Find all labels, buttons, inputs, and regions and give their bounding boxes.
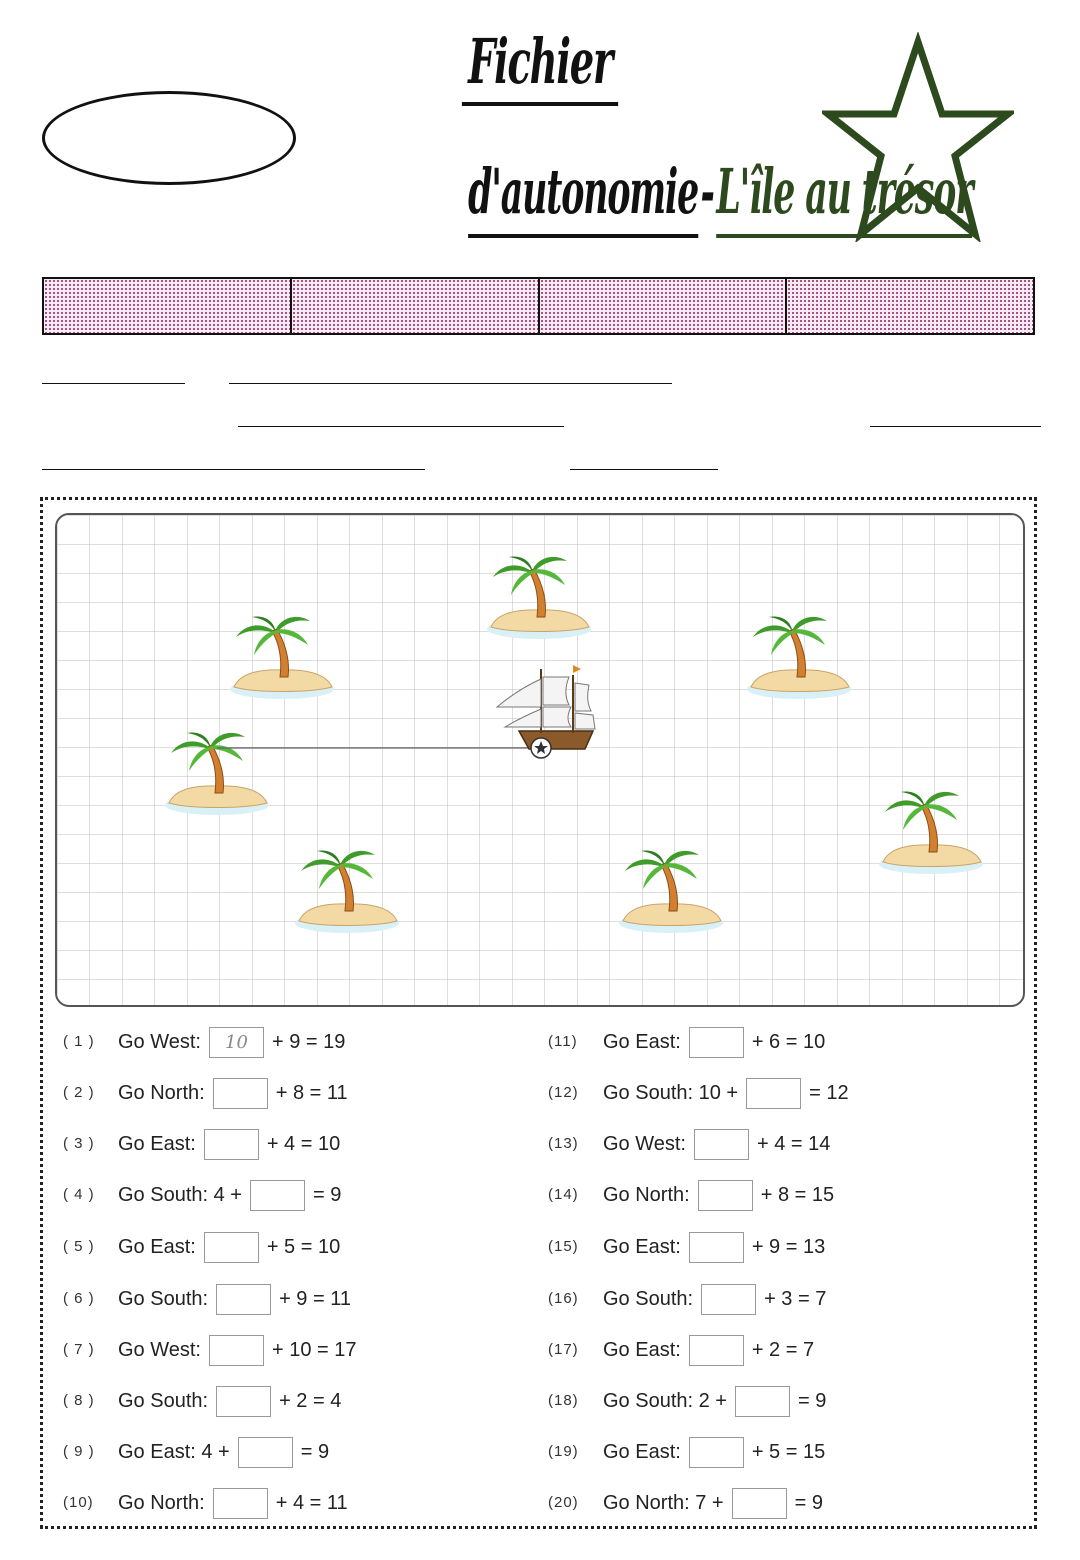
blank-line-4[interactable] [870,426,1041,427]
answer-box[interactable] [238,1437,293,1468]
question-prefix: Go North: [118,1492,205,1514]
question-prefix: Go East: [603,1236,681,1258]
question-number: (14) [548,1186,579,1203]
answer-box[interactable] [732,1488,787,1519]
question-number: ( 6 ) [63,1290,95,1307]
question-number: (20) [548,1494,579,1511]
question-suffix: + 2 = 7 [751,1339,815,1361]
question-prefix: Go South: 10 + [603,1082,739,1104]
question-number: ( 4 ) [63,1186,95,1203]
blank-line-3[interactable] [238,426,564,427]
question-suffix: + 4 = 10 [266,1133,341,1155]
compass-star-icon [531,738,551,758]
question-suffix: = 9 [312,1184,342,1206]
answer-box[interactable] [689,1335,744,1366]
question-suffix: = 9 [797,1390,827,1412]
question-suffix: + 8 = 11 [275,1082,348,1104]
question-number: (16) [548,1290,579,1307]
question-prefix: Go East: [603,1339,681,1361]
question-number: (18) [548,1392,579,1409]
title-ile-au-tresor: L'île au trésor [716,150,972,238]
answer-box[interactable] [216,1284,271,1315]
blank-line-5[interactable] [42,469,425,470]
question-suffix: + 9 = 19 [272,1031,346,1053]
question-number: (10) [63,1494,94,1511]
title-line-2 [270,150,973,238]
question-number: ( 7 ) [63,1341,95,1358]
treasure-map [55,513,1025,1007]
title-autonomie: d'autonomie [468,150,698,238]
question-suffix: = 12 [809,1082,849,1104]
skill-cell-4 [787,279,1033,333]
blank-line-1[interactable] [42,383,185,384]
question-suffix: + 5 = 10 [266,1236,341,1258]
question-prefix: Go East: [118,1236,196,1258]
question-suffix: + 9 = 13 [751,1236,826,1258]
answer-box[interactable] [735,1386,790,1417]
question-prefix: Go West: [603,1133,686,1155]
blank-line-6[interactable] [570,469,718,470]
star-outline-icon [822,32,1014,242]
question-suffix: = 9 [794,1492,823,1514]
answer-box[interactable] [216,1386,271,1417]
answer-box[interactable] [694,1129,749,1160]
question-suffix: + 3 = 7 [764,1288,827,1310]
question-prefix: Go West: [118,1339,201,1361]
question-number: ( 3 ) [63,1135,95,1152]
question-number: ( 5 ) [63,1238,95,1255]
answer-box[interactable] [689,1232,744,1263]
question-suffix: + 4 = 14 [757,1133,831,1155]
name-oval-field[interactable] [42,91,296,185]
question-suffix: + 4 = 11 [275,1492,348,1514]
answer-box[interactable] [746,1078,801,1109]
question-prefix: Go South: [603,1288,694,1310]
question-number: (17) [548,1341,579,1358]
answer-box[interactable] [209,1335,264,1366]
answer-box[interactable] [698,1180,753,1211]
answer-box[interactable] [689,1027,744,1058]
question-prefix: Go South: [118,1390,209,1412]
question-prefix: Go North: [603,1184,690,1206]
question-prefix: Go South: 4 + [118,1184,242,1206]
question-number: ( 1 ) [63,1033,95,1050]
question-number: (19) [548,1443,579,1460]
question-number: ( 2 ) [63,1084,95,1101]
question-suffix: + 2 = 4 [279,1390,342,1412]
question-prefix: Go North: [118,1082,205,1104]
skill-cell-3 [540,279,788,333]
question-suffix: = 9 [300,1441,330,1463]
answer-box[interactable] [204,1129,259,1160]
title-dash: - [700,155,714,228]
question-suffix: + 6 = 10 [751,1031,826,1053]
question-prefix: Go South: [118,1288,209,1310]
question-prefix: Go East: [118,1133,196,1155]
question-suffix: + 5 = 15 [751,1441,826,1463]
question-number: (13) [548,1135,579,1152]
title-fichier: Fichier [462,22,618,106]
blank-line-2[interactable] [229,383,672,384]
question-suffix: + 8 = 15 [760,1184,835,1206]
question-prefix: Go North: 7 + [603,1492,724,1514]
question-prefix: Go East: 4 + [118,1441,230,1463]
skill-cell-2 [292,279,540,333]
question-prefix: Go East: [603,1441,681,1463]
answer-box[interactable]: 10 [209,1027,264,1058]
answer-box[interactable] [701,1284,756,1315]
skills-table [42,277,1035,335]
question-number: ( 8 ) [63,1392,95,1409]
question-number: (15) [548,1238,579,1255]
answer-box[interactable] [213,1078,268,1109]
answer-box[interactable] [250,1180,305,1211]
skill-cell-1 [44,279,292,333]
question-suffix: + 10 = 17 [272,1339,357,1361]
question-prefix: Go East: [603,1031,681,1053]
question-number: (11) [548,1033,578,1050]
question-prefix: Go West: [118,1031,201,1053]
answer-box[interactable] [689,1437,744,1468]
question-suffix: + 9 = 11 [279,1288,351,1310]
question-number: (12) [548,1084,579,1101]
question-prefix: Go South: 2 + [603,1390,727,1412]
answer-box[interactable] [213,1488,268,1519]
question-number: ( 9 ) [63,1443,95,1460]
map-grid [57,515,1025,1007]
answer-box[interactable] [204,1232,259,1263]
